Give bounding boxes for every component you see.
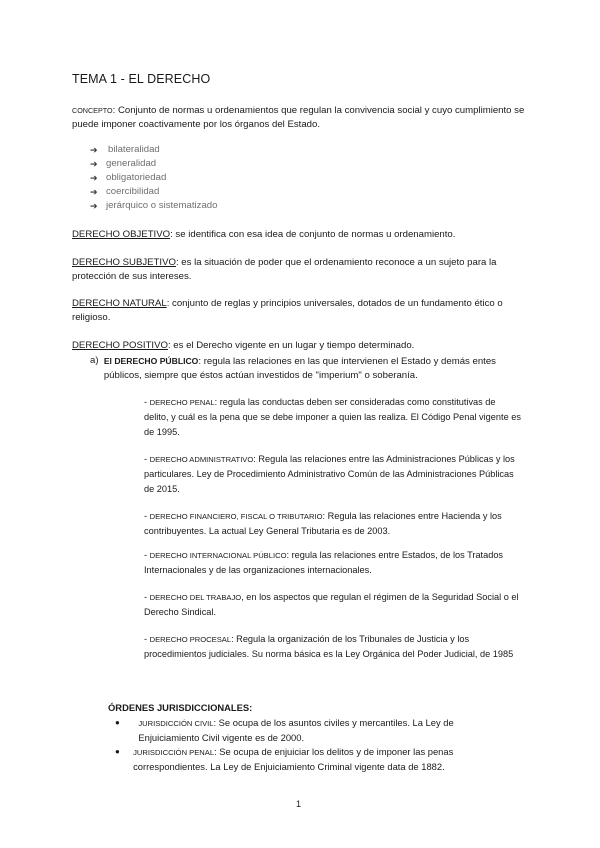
rama-prefix: - — [144, 592, 150, 602]
rama-name: DERECHO FINANCIERO, FISCAL O TRIBUTARIO — [149, 512, 323, 521]
jurisdiccion-text: : Se ocupa de enjuiciar los delitos y de imponer las penas correspondientes. La Ley de Enjuiciamiento Criminal vigente data de 1882. — [133, 746, 454, 772]
bullet-icon: ● — [115, 747, 120, 756]
rama-text: : Regula la organización de los Tribunales de Justicia y los procedimientos judiciales. Su norma básica es la Ley Orgánica del Poder Judicial, de 1985 — [144, 634, 514, 659]
rama-name: DERECHO ADMINISTRATIVO — [149, 455, 254, 464]
concepto-label: CONCEPTO — [72, 106, 113, 115]
list-label: a) — [90, 355, 99, 366]
list-item — [90, 199, 217, 213]
page-title: TEMA 1 - EL DERECHO — [72, 72, 211, 86]
derecho-natural-paragraph — [72, 297, 532, 325]
rama-derecho-internacional — [144, 548, 522, 578]
characteristic-text: jerárquico o sistematizado — [106, 200, 218, 211]
concepto-text: : Conjunto de normas u ordenamientos que regulan la convivencia social y cuyo cumplimiento se puede imponer coactivamente por los órganos del Estado. — [72, 105, 525, 130]
list-item — [90, 185, 217, 199]
derecho-natural-text: : conjunto de reglas y principios universales, dotados de un fundamento ético o religioso. — [72, 298, 503, 323]
list-item — [90, 171, 217, 185]
rama-text: : regula las conductas deben ser consideradas como constitutivas de delito, y cuál es la pena que se debe imponer a quien las realiza. El Código Penal vigente es de 1995. — [144, 397, 521, 437]
derecho-publico-item — [90, 354, 530, 383]
rama-prefix: - — [144, 397, 150, 407]
characteristic-text: obligatoriedad — [106, 172, 167, 183]
rama-text: : Regula las relaciones entre Hacienda y los contribuyentes. La actual Ley General Tributaria es de 2003. — [144, 511, 502, 536]
ordenes-list — [115, 716, 515, 774]
arrow-icon: ➔ — [90, 173, 98, 183]
list-item — [90, 157, 217, 171]
rama-derecho-administrativo — [144, 452, 522, 497]
characteristics-list — [90, 143, 217, 213]
page-number: 1 — [296, 799, 302, 809]
ordenes-item-content — [138, 716, 515, 745]
rama-text: : Regula las relaciones entre las Administraciones Públicas y los particulares. Ley de Procedimiento Administrativo Común de las Administraciones Públicas de 2015. — [144, 454, 515, 494]
characteristic-text: generalidad — [106, 158, 157, 169]
jurisdiccion-name: JURISDICCIÓN CIVIL — [138, 719, 214, 728]
derecho-objetivo-text: : se identifica con esa idea de conjunto de normas u ordenamiento. — [170, 229, 456, 240]
derecho-positivo-paragraph — [72, 339, 532, 353]
list-item — [115, 716, 515, 745]
derecho-objetivo-term: DERECHO OBJETIVO — [72, 229, 171, 240]
list-item — [90, 143, 217, 157]
arrow-icon: ➔ — [90, 145, 98, 155]
rama-prefix: - — [144, 454, 150, 464]
ordenes-item-content — [133, 745, 515, 774]
derecho-positivo-term: DERECHO POSITIVO — [72, 340, 168, 351]
rama-prefix: - — [144, 550, 150, 560]
rama-derecho-financiero — [144, 509, 522, 539]
derecho-objetivo-paragraph — [72, 228, 532, 242]
derecho-publico-term: El DERECHO PÚBLICO — [103, 356, 199, 366]
derecho-publico-text: : regula las relaciones en las que intervienen el Estado y demás entes públicos, siempre que éstos actúan investidos de "imperium" o soberanía. — [103, 356, 496, 381]
rama-prefix: - — [144, 634, 150, 644]
derecho-subjetivo-paragraph — [72, 256, 532, 284]
rama-prefix: - — [144, 511, 150, 521]
derecho-positivo-text: : es el Derecho vigente en un lugar y tiempo determinado. — [167, 340, 415, 351]
rama-derecho-procesal — [144, 632, 522, 662]
jurisdiccion-name: JURISDICCIÓN PENAL — [133, 748, 215, 757]
ordenes-heading: ÓRDENES JURISDICCIONALES: — [108, 702, 253, 713]
arrow-icon: ➔ — [90, 159, 98, 169]
derecho-subjetivo-term: DERECHO SUBJETIVO — [72, 257, 176, 268]
characteristic-text: bilateralidad — [108, 144, 160, 155]
arrow-icon: ➔ — [90, 201, 98, 211]
concepto-paragraph — [72, 104, 532, 132]
rama-name: DERECHO DEL TRABAJO — [149, 593, 242, 602]
rama-name: DERECHO PENAL — [149, 398, 215, 407]
arrow-icon: ➔ — [90, 187, 98, 197]
rama-derecho-penal — [144, 395, 522, 440]
characteristic-text: coercibilidad — [106, 186, 160, 197]
list-item — [115, 745, 515, 774]
derecho-publico-content — [104, 354, 530, 383]
rama-text: : regula las relaciones entre Estados, de los Tratados Internacionales y de las organizaciones internacionales. — [144, 550, 504, 575]
jurisdiccion-text: : Se ocupa de los asuntos civiles y mercantiles. La Ley de Enjuiciamiento Civil vigente es de 2000. — [138, 717, 454, 743]
rama-name: DERECHO PROCESAL — [149, 635, 232, 644]
rama-derecho-trabajo — [144, 590, 522, 620]
bullet-icon: ● — [115, 718, 120, 727]
derecho-subjetivo-text: : es la situación de poder que el ordenamiento reconoce a un sujeto para la protección de sus intereses. — [72, 257, 497, 282]
derecho-natural-term: DERECHO NATURAL — [72, 298, 167, 309]
rama-name: DERECHO INTERNACIONAL PÚBLICO — [149, 551, 287, 560]
rama-text: , en los aspectos que regulan el régimen de la Seguridad Social o el Derecho Sindical. — [144, 592, 519, 617]
